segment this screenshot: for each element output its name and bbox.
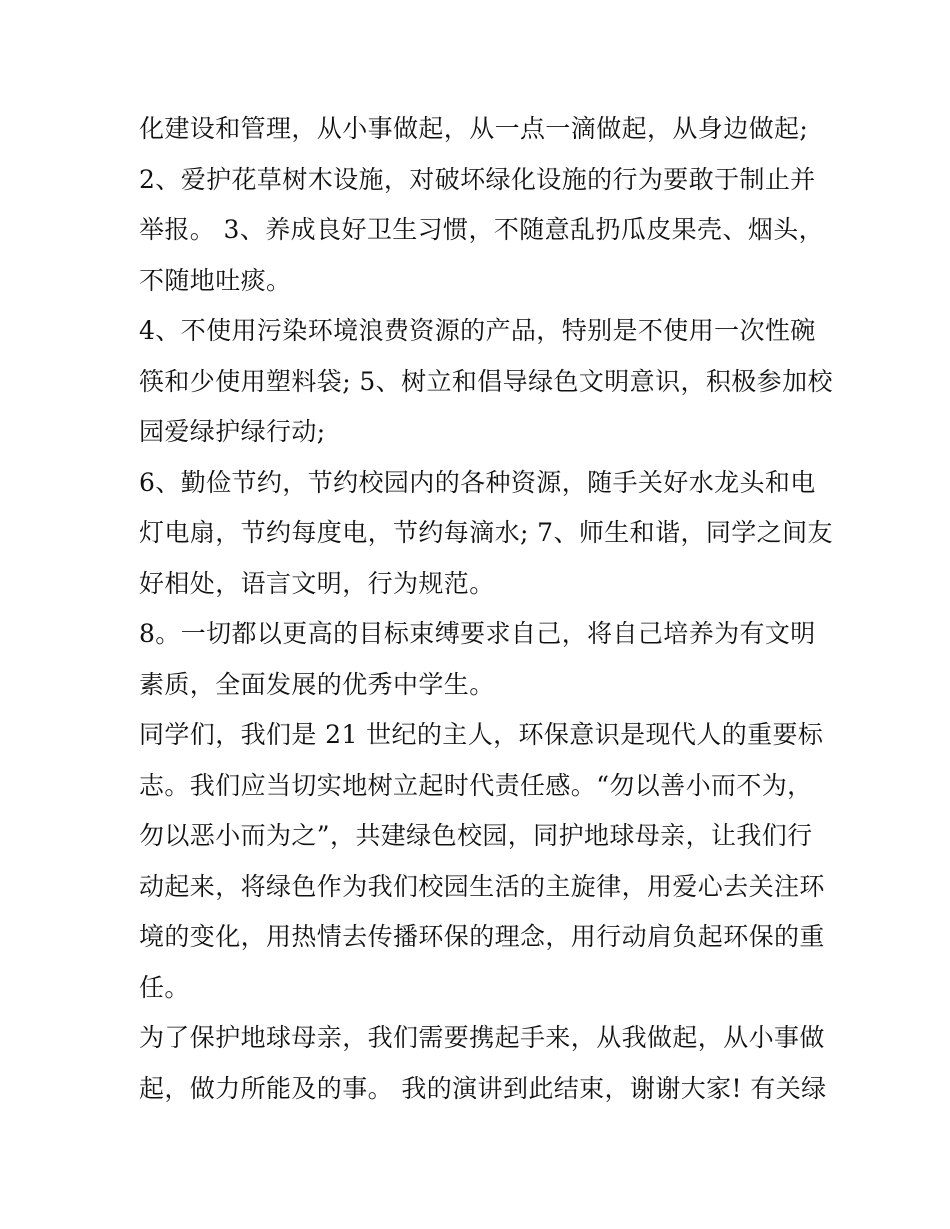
text-line: 好相处，语言文明，行为规范。 bbox=[139, 568, 495, 598]
text-line: 任。 bbox=[139, 972, 190, 1002]
text-line: 灯电扇，节约每度电，节约每滴水; 7、师生和谐，同学之间友 bbox=[139, 518, 833, 547]
text-line: 勿以恶小而为之”，共建绿色校园，同护地球母亲，让我们行 bbox=[139, 821, 813, 850]
text-line: 不随地吐痰。 bbox=[139, 265, 292, 295]
text-line: 举报。 3、养成良好卫生习惯，不随意乱扔瓜皮果壳、烟头， bbox=[139, 215, 825, 244]
text-line: 4、不使用污染环境浪费资源的产品，特别是不使用一次性碗 bbox=[139, 316, 816, 345]
text-line: 园爱绿护绿行动; bbox=[139, 417, 326, 446]
text-line: 动起来，将绿色作为我们校园生活的主旋律，用爱心去关注环 bbox=[139, 871, 825, 901]
text-line: 志。我们应当切实地树立起时代责任感。“勿以善小而不为， bbox=[139, 770, 813, 800]
text-line: 6、勤俭节约，节约校园内的各种资源，随手关好水龙头和电 bbox=[139, 467, 816, 497]
text-line: 化建设和管理，从小事做起，从一点一滴做起，从身边做起; bbox=[139, 114, 809, 143]
text-line: 8。一切都以更高的目标束缚要求自己，将自己培养为有文明 bbox=[139, 619, 816, 648]
text-line: 为了保护地球母亲，我们需要携起手来，从我做起，从小事做 bbox=[139, 1023, 825, 1052]
text-line: 境的变化，用热情去传播环保的理念，用行动肩负起环保的重 bbox=[139, 922, 825, 951]
document-body bbox=[139, 104, 833, 1114]
text-line: 2、爱护花草树木设施，对破坏绿化设施的行为要敢于制止并 bbox=[139, 164, 816, 194]
text-line: 同学们，我们是 21 世纪的主人，环保意识是现代人的重要标 bbox=[139, 720, 824, 749]
text-line: 素质，全面发展的优秀中学生。 bbox=[139, 669, 495, 699]
text-line: 起，做力所能及的事。 我的演讲到此结束，谢谢大家! 有关绿 bbox=[139, 1073, 827, 1103]
text-line: 筷和少使用塑料袋; 5、树立和倡导绿色文明意识，积极参加校 bbox=[139, 366, 833, 396]
